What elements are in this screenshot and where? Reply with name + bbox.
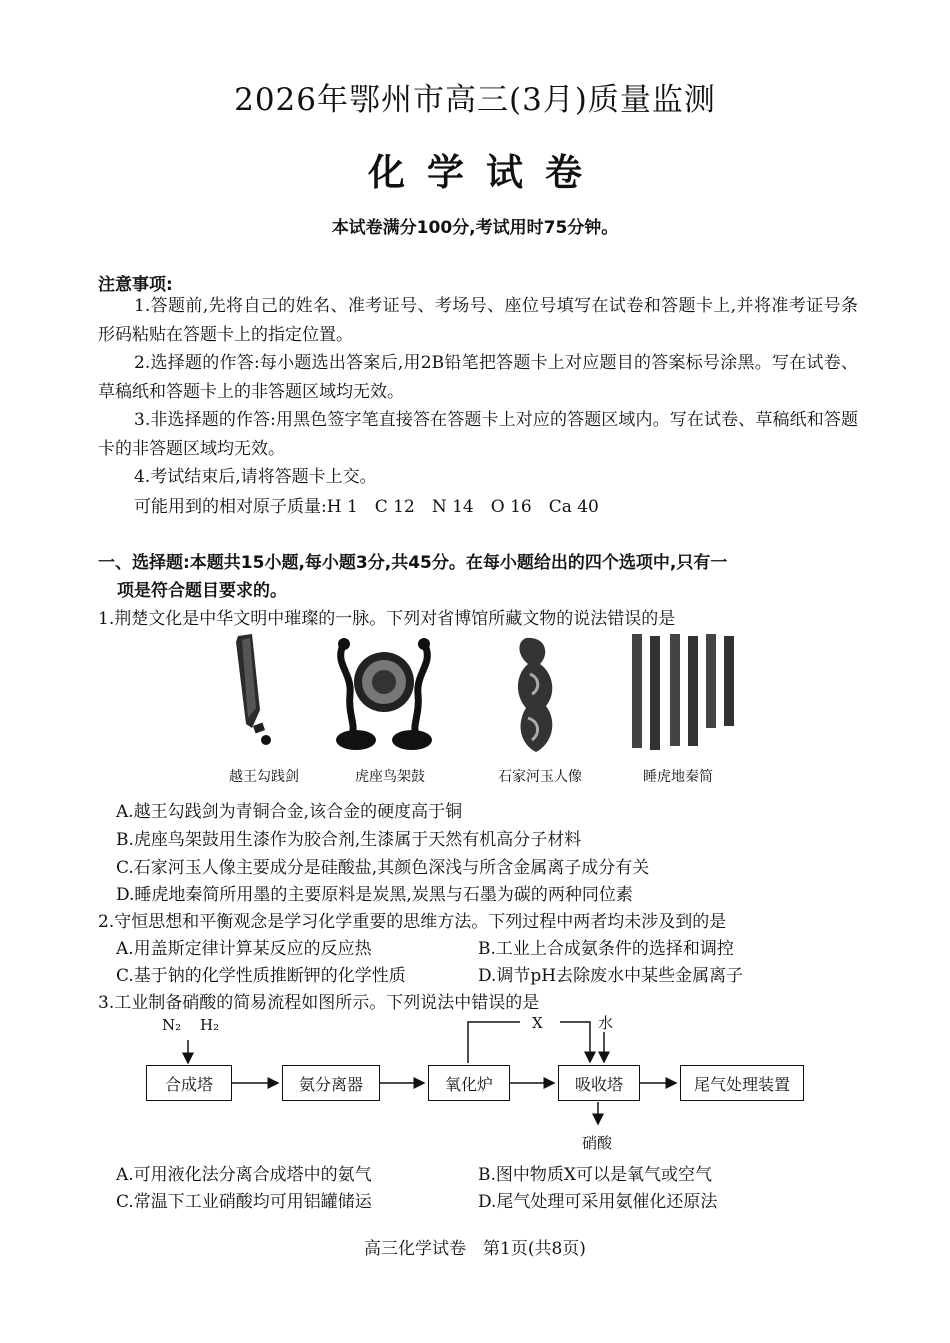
subject-title: 化学试卷 — [368, 150, 604, 194]
q2-option-c: C.基于钠的化学性质推断钾的化学性质 — [116, 966, 406, 986]
q3-option-d: D.尾气处理可采用氨催化还原法 — [478, 1192, 718, 1212]
q3-option-b: B.图中物质X可以是氧气或空气 — [478, 1165, 712, 1185]
jade-figure-image — [506, 634, 566, 758]
flow-box-tail-gas-treatment: 尾气处理装置 — [680, 1065, 804, 1101]
q1-option-c: C.石家河玉人像主要成分是硅酸盐,其颜色深浅与所含金属离子成分有关 — [116, 858, 650, 878]
bamboo-slips-image — [628, 632, 738, 756]
sword-image — [226, 632, 278, 750]
flow-box-ammonia-separator: 氨分离器 — [282, 1065, 380, 1101]
q3-stem: 3.工业制备硝酸的简易流程如图所示。下列说法中错误的是 — [98, 993, 540, 1013]
flow-label-water: 水 — [598, 1014, 614, 1032]
flow-box-absorption-tower: 吸收塔 — [558, 1065, 640, 1101]
q2-option-a: A.用盖斯定律计算某反应的反应热 — [116, 939, 372, 959]
notice-item-4: 4.考试结束后,请将答题卡上交。 — [134, 467, 377, 487]
score-line: 本试卷满分100分,考试用时75分钟。 — [331, 218, 619, 238]
notice-item-1: 1.答题前,先将自己的姓名、准考证号、考场号、座位号填写在试卷和答题卡上,并将准考证号条形码粘贴在答题卡上的指定位置。 — [98, 296, 858, 345]
caption-drum: 虎座鸟架鼓 — [355, 769, 425, 785]
notice-item-3: 3.非选择题的作答:用黑色签字笔直接答在答题卡上对应的答题区域内。写在试卷、草稿纸和答题卡的非答题区域均无效。 — [98, 410, 858, 459]
section-heading-line2: 项是符合题目要求的。 — [117, 581, 287, 601]
q3-option-c: C.常温下工业硝酸均可用铝罐储运 — [116, 1192, 372, 1212]
q1-option-b: B.虎座鸟架鼓用生漆作为胶合剂,生漆属于天然有机高分子材料 — [116, 830, 582, 850]
flow-input-n2: N₂ — [162, 1016, 182, 1034]
notice-item-2: 2.选择题的作答:每小题选出答案后,用2B铅笔把答题卡上对应题目的答案标号涂黑。写在试卷、草稿纸和答题卡上的非答题区域均无效。 — [98, 353, 858, 402]
flow-box-synthesis-tower: 合成塔 — [146, 1065, 232, 1101]
atomic-mass-line: 可能用到的相对原子质量:H 1 C 12 N 14 O 16 Ca 40 — [134, 497, 599, 517]
q1-option-d: D.睡虎地秦简所用墨的主要原料是炭黑,炭黑与石墨为碳的两种同位素 — [116, 885, 633, 905]
section-heading-line1: 一、选择题:本题共15小题,每小题3分,共45分。在每小题给出的四个选项中,只有一 — [98, 553, 728, 573]
caption-jade: 石家河玉人像 — [498, 769, 582, 785]
q1-option-a: A.越王勾践剑为青铜合金,该合金的硬度高于铜 — [116, 802, 463, 822]
page-footer: 高三化学试卷 第1页(共8页) — [364, 1239, 586, 1259]
section-heading — [98, 549, 858, 605]
flow-label-x: X — [532, 1014, 543, 1032]
caption-sword: 越王勾践剑 — [229, 769, 299, 785]
caption-slips: 睡虎地秦简 — [643, 769, 713, 785]
drum-image — [330, 634, 438, 756]
flow-input-h2: H₂ — [200, 1016, 220, 1034]
q3-option-a: A.可用液化法分离合成塔中的氨气 — [116, 1165, 372, 1185]
flow-product-nitric-acid: 硝酸 — [582, 1134, 613, 1152]
q2-option-d: D.调节pH去除废水中某些金属离子 — [478, 966, 744, 986]
flow-box-oxidation-furnace: 氧化炉 — [428, 1065, 510, 1101]
exam-title: 2026年鄂州市高三(3月)质量监测 — [234, 82, 716, 118]
notice-heading: 注意事项: — [98, 275, 173, 295]
q2-option-b: B.工业上合成氨条件的选择和调控 — [478, 939, 734, 959]
q1-stem: 1.荆楚文化是中华文明中璀璨的一脉。下列对省博馆所藏文物的说法错误的是 — [98, 609, 676, 629]
q2-stem: 2.守恒思想和平衡观念是学习化学重要的思维方法。下列过程中两者均未涉及到的是 — [98, 912, 727, 932]
